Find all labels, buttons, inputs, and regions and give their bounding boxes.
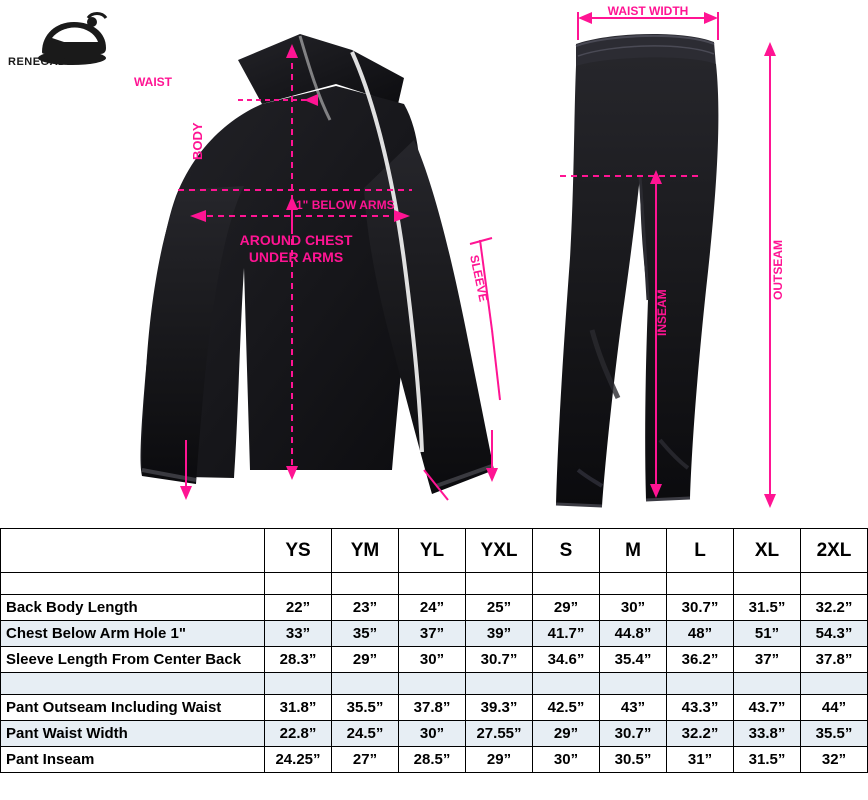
cell: 29” [533, 595, 600, 621]
cell: 28.5” [399, 747, 466, 773]
cell: 32.2” [801, 595, 868, 621]
cell: 27” [332, 747, 399, 773]
spacer-cell [265, 573, 332, 595]
column-header-xl: XL [734, 529, 801, 573]
cell: 37” [399, 621, 466, 647]
spacer-cell [600, 673, 667, 695]
spacer-cell [399, 673, 466, 695]
cell: 30.5” [600, 747, 667, 773]
row-label-sleeve-length: Sleeve Length From Center Back [1, 647, 265, 673]
label-outseam: OUTSEAM [771, 240, 785, 300]
cell: 44” [801, 695, 868, 721]
spacer-cell [600, 573, 667, 595]
spacer-cell [466, 673, 533, 695]
cell: 33.8” [734, 721, 801, 747]
cell: 22.8” [265, 721, 332, 747]
cell: 29” [533, 721, 600, 747]
cell: 31.8” [265, 695, 332, 721]
column-header-l: L [667, 529, 734, 573]
cell: 30.7” [667, 595, 734, 621]
cell: 37” [734, 647, 801, 673]
cell: 25” [466, 595, 533, 621]
cell: 32” [801, 747, 868, 773]
cell: 30” [600, 595, 667, 621]
cell: 41.7” [533, 621, 600, 647]
cell: 30” [533, 747, 600, 773]
cell: 39.3” [466, 695, 533, 721]
cell: 28.3” [265, 647, 332, 673]
table-row [1, 647, 868, 673]
cell: 48” [667, 621, 734, 647]
cell: 37.8” [399, 695, 466, 721]
row-label-back-body-length: Back Body Length [1, 595, 265, 621]
label-inseam: INSEAM [655, 289, 669, 336]
column-header-ym: YM [332, 529, 399, 573]
row-label-pant-inseam: Pant Inseam [1, 747, 265, 773]
cell: 43” [600, 695, 667, 721]
label-around-chest: AROUND CHEST [239, 232, 353, 248]
table-row [1, 721, 868, 747]
column-header-m: M [600, 529, 667, 573]
label-waist-width: WAIST WIDTH [607, 4, 689, 18]
column-header-yl: YL [399, 529, 466, 573]
cell: 43.7” [734, 695, 801, 721]
spacer-cell [332, 573, 399, 595]
cell: 37.8” [801, 647, 868, 673]
column-header-2xl: 2XL [801, 529, 868, 573]
spacer-cell [533, 673, 600, 695]
cell: 35.4” [600, 647, 667, 673]
spacer-cell [265, 673, 332, 695]
label-waist: WAIST [134, 75, 172, 89]
cell: 22” [265, 595, 332, 621]
row-label-pant-waist-width: Pant Waist Width [1, 721, 265, 747]
cell: 23” [332, 595, 399, 621]
table-row [1, 695, 868, 721]
size-chart-table [0, 528, 868, 773]
cell: 43.3” [667, 695, 734, 721]
spacer-cell [801, 573, 868, 595]
cell: 35.5” [801, 721, 868, 747]
label-under-arms: UNDER ARMS [248, 249, 344, 265]
spacer-cell [399, 573, 466, 595]
cell: 33” [265, 621, 332, 647]
cell: 31” [667, 747, 734, 773]
cell: 30” [399, 647, 466, 673]
column-header-s: S [533, 529, 600, 573]
cell: 51” [734, 621, 801, 647]
table-spacer-row [1, 673, 868, 695]
cell: 42.5” [533, 695, 600, 721]
cell: 30.7” [600, 721, 667, 747]
spacer-cell [533, 573, 600, 595]
cell: 36.2” [667, 647, 734, 673]
cell: 34.6” [533, 647, 600, 673]
spacer-cell [667, 673, 734, 695]
row-label-chest-below-arm-hole: Chest Below Arm Hole 1" [1, 621, 265, 647]
table-spacer-row [1, 573, 868, 595]
cell: 39” [466, 621, 533, 647]
table-row [1, 621, 868, 647]
column-header-ys: YS [265, 529, 332, 573]
brand-name: RENEGADE [8, 56, 75, 68]
row-label-pant-outseam: Pant Outseam Including Waist [1, 695, 265, 721]
cell: 29” [466, 747, 533, 773]
spacer-cell [801, 673, 868, 695]
cell: 29” [332, 647, 399, 673]
table-header-row [1, 529, 868, 573]
cell: 30” [399, 721, 466, 747]
label-below-arms: 1" BELOW ARMS [296, 198, 395, 212]
cell: 35.5” [332, 695, 399, 721]
spacer-cell [734, 673, 801, 695]
cell: 24.25” [265, 747, 332, 773]
spacer-cell [466, 573, 533, 595]
label-sleeve: SLEEVE [467, 253, 491, 303]
spacer-cell [734, 573, 801, 595]
cell: 32.2” [667, 721, 734, 747]
table-corner-cell [1, 529, 265, 573]
cell: 31.5” [734, 747, 801, 773]
cell: 24.5” [332, 721, 399, 747]
pants-illustration [556, 34, 718, 506]
column-header-yxl: YXL [466, 529, 533, 573]
spacer-cell [332, 673, 399, 695]
table-row [1, 595, 868, 621]
spacer-cell [1, 573, 265, 595]
spacer-cell [667, 573, 734, 595]
cell: 24” [399, 595, 466, 621]
label-body: BODY [190, 122, 205, 160]
spacer-cell [1, 673, 265, 695]
brand-logo-icon [18, 8, 128, 80]
cell: 44.8” [600, 621, 667, 647]
cell: 31.5” [734, 595, 801, 621]
cell: 30.7” [466, 647, 533, 673]
cell: 27.55” [466, 721, 533, 747]
table-row [1, 747, 868, 773]
cell: 35” [332, 621, 399, 647]
cell: 54.3” [801, 621, 868, 647]
